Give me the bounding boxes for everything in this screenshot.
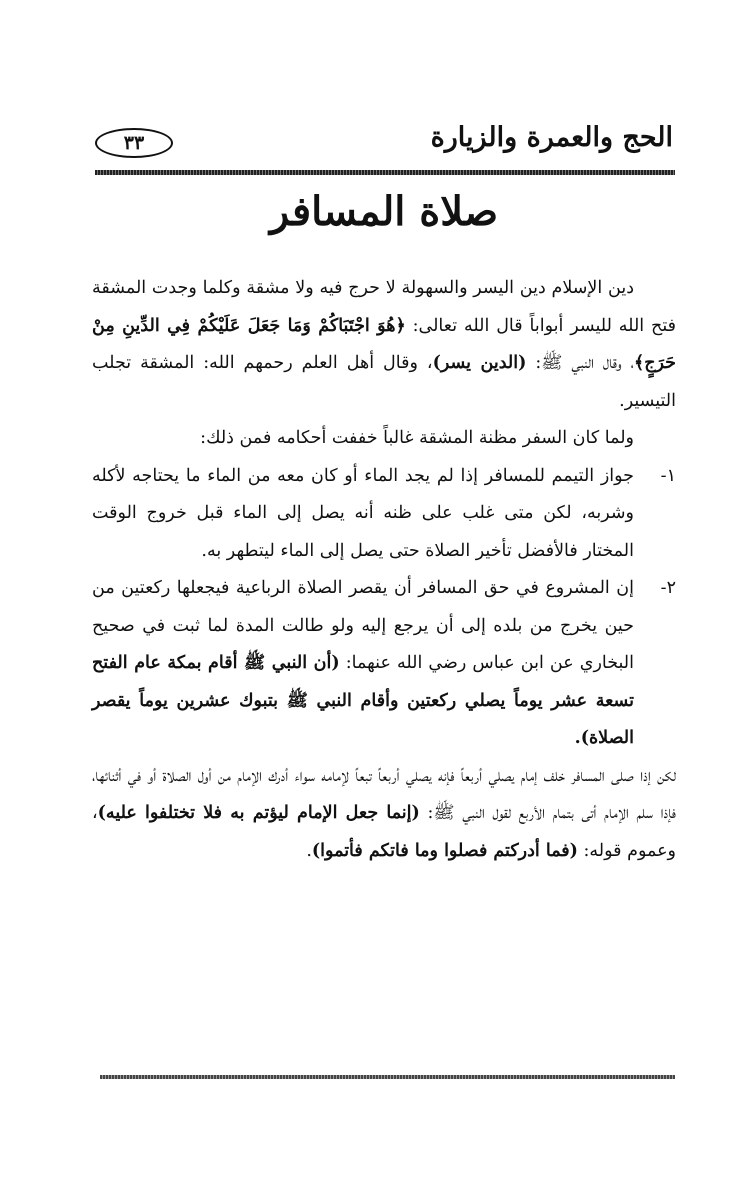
text-span: . bbox=[306, 840, 312, 861]
page-number: ٣٣ bbox=[95, 128, 173, 158]
body-text bbox=[92, 270, 676, 870]
item-number: ١- bbox=[660, 465, 676, 486]
hadith-quote: (الدين يسر) bbox=[432, 353, 527, 373]
item-text bbox=[92, 570, 634, 758]
hadith-quote: (إنما جعل الإمام ليؤتم به فلا تختلفوا عليه) bbox=[97, 803, 420, 823]
text-span: لكن إذا صلى المسافر خلف إمام يصلي أربعاً فإنه يصلي أربعاً تبعاً لإمامه سواء أدرك الإمام من أول الصلاة أو في أثنائها، فإذا سلم الإمام أتى بتمام الأربع لقول النبي ﷺ: bbox=[92, 765, 676, 823]
chapter-title: صلاة المسافر bbox=[269, 188, 499, 235]
hadith-quote: (أن النبي ﷺ أقام بمكة عام الفتح تسعة عشر يوماً يصلي ركعتين وأقام النبي ﷺ بتبوك عشرين يوماً يقصر الصلاة). bbox=[92, 653, 634, 748]
book-title: الحج والعمرة والزيارة bbox=[430, 122, 673, 153]
list-item bbox=[92, 458, 676, 571]
page-header bbox=[95, 118, 673, 166]
paragraph-conclusion bbox=[92, 758, 676, 871]
text-span: ولما كان السفر مظنة المشقة غالباً خففت أحكامه فمن ذلك: bbox=[200, 428, 634, 448]
item-text: جواز التيمم للمسافر إذا لم يجد الماء أو كان معه من الماء ما يحتاجه لأكله وشربه، لكن متى غلب على ظنه أنه يصل إلى الماء قبل خروج الوقت المختار فالأفضل تأخير الصلاة حتى يصل إلى الماء ليتطهر به. bbox=[92, 465, 634, 561]
text-span: إن المشروع في حق المسافر أن يقصر الصلاة الرباعية فيجعلها ركعتين من حين يخرج من بلده إلى أن يرجع إليه ولو طالت المدة لما ثبت في صحيح البخاري عن ابن عباس رضي الله عنهما: bbox=[92, 578, 634, 673]
quran-verse: ﴿هُوَ اجْتَبَاكُمْ وَمَا جَعَلَ عَلَيْكُمْ فِي الدِّينِ مِنْ حَرَجٍ﴾ bbox=[92, 315, 676, 373]
list-item bbox=[92, 570, 676, 758]
header-divider bbox=[95, 170, 675, 175]
hadith-quote: (فما أدركتم فصلوا وما فاتكم فأتموا) bbox=[311, 840, 578, 861]
text-span: ، وقال النبي ﷺ: bbox=[526, 353, 634, 373]
text-span: ، وعموم قوله: bbox=[92, 803, 676, 861]
paragraph-intro bbox=[92, 270, 676, 420]
text-span: دين الإسلام دين اليسر والسهولة لا حرج فيه ولا مشقة وكلما وجدت المشقة فتح الله لليسر أبواباً قال الله تعالى: bbox=[92, 278, 676, 336]
footer-divider bbox=[100, 1075, 675, 1079]
text-span: ، وقال أهل العلم رحمهم الله: المشقة تجلب التيسير. bbox=[92, 353, 676, 411]
item-number: ٢- bbox=[660, 578, 676, 598]
paragraph-lead-in bbox=[92, 420, 676, 458]
